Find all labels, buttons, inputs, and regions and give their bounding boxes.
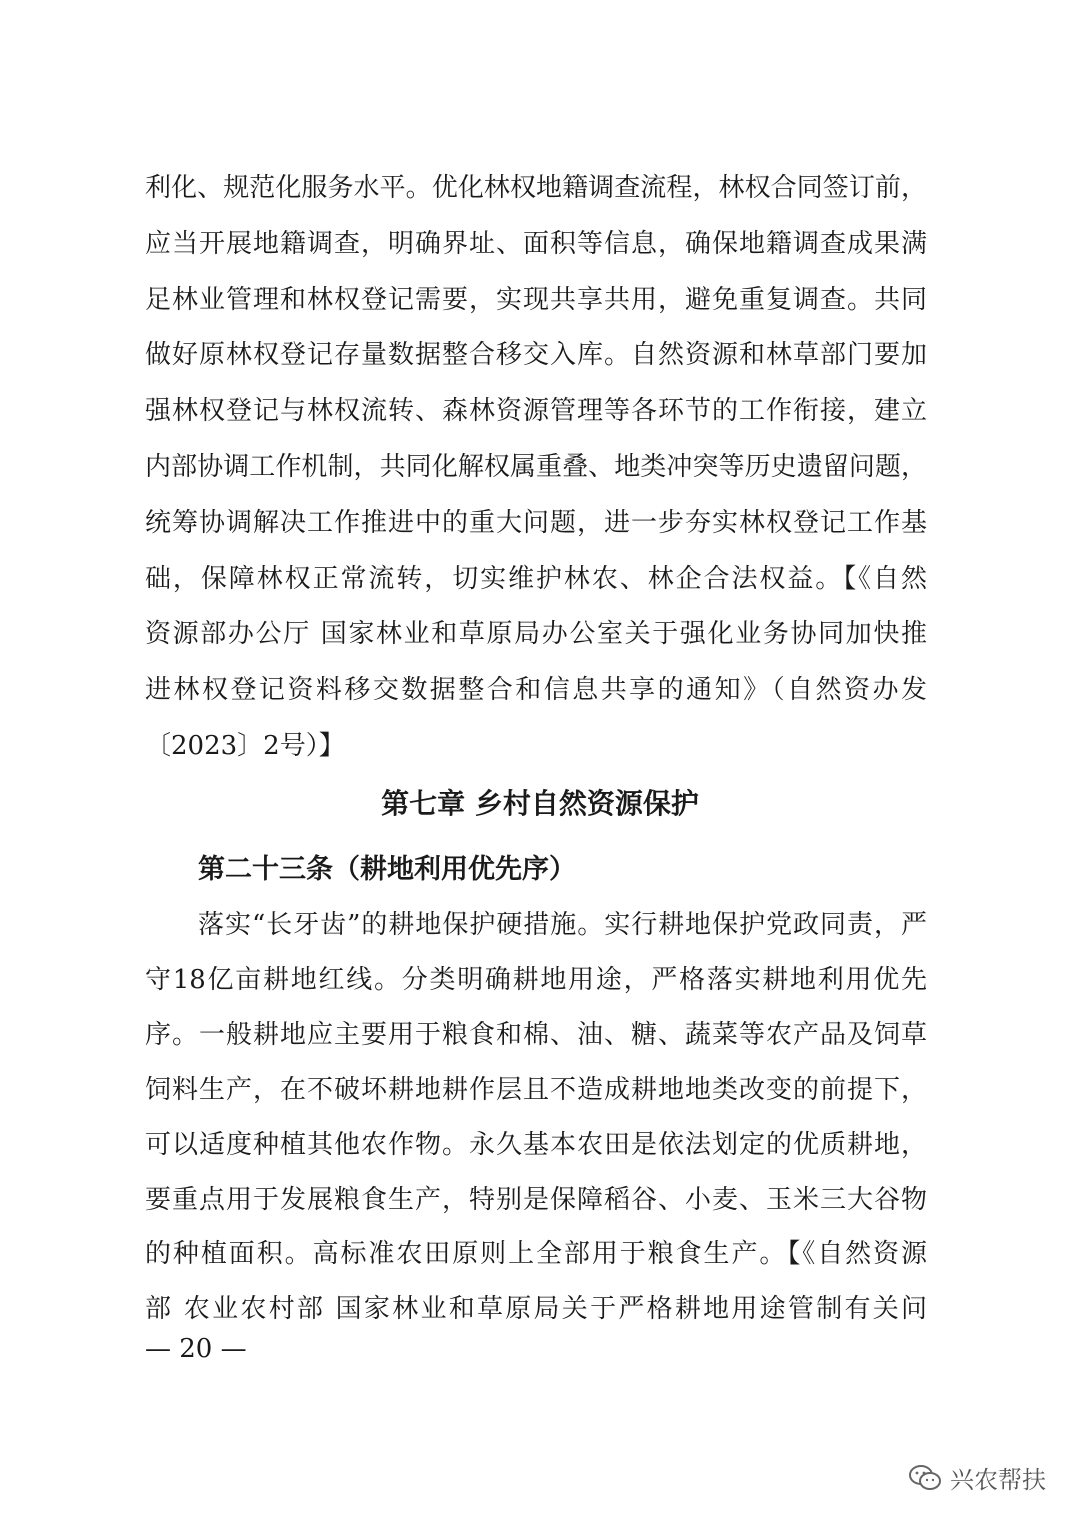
text-line: 础，保障林权正常流转，切实维护林农、林企合法权益。【《自然: [145, 563, 927, 594]
text-line: 〔2023〕2号）】: [145, 731, 345, 761]
text-line: 足林业管理和林权登记需要，实现共享共用，避免重复调查。共同: [145, 284, 927, 315]
chapter-title: 第七章 乡村自然资源保护: [381, 787, 699, 820]
text-line: 可以适度种植其他农作物。永久基本农田是依法划定的优质耕地，: [145, 1129, 927, 1160]
text-line: 资源部办公厅 国家林业和草原局办公室关于强化业务协同加快推: [145, 619, 927, 650]
watermark-text: 兴农帮扶: [950, 1466, 1046, 1494]
text-line: 利化、规范化服务水平。优化林权地籍调查流程，林权合同签订前，: [145, 173, 927, 203]
page-number: — 20 —: [145, 1334, 247, 1364]
text-line: 饲料生产，在不破坏耕地耕作层且不造成耕地地类改变的前提下，: [145, 1074, 927, 1105]
text-line: 的种植面积。高标准农田原则上全部用于粮食生产。【《自然资源: [145, 1239, 927, 1270]
text-line: 做好原林权登记存量数据整合移交入库。自然资源和林草部门要加: [145, 340, 927, 371]
text-line: 部 农业农村部 国家林业和草原局关于严格耕地用途管制有关问: [145, 1294, 927, 1325]
wechat-icon: [908, 1464, 942, 1492]
watermark: [908, 1460, 1046, 1495]
text-line: 进林权登记资料移交数据整合和信息共享的通知》（自然资办发: [145, 675, 927, 706]
article-title: 第二十三条（耕地利用优先序）: [198, 854, 576, 885]
text-line: 落实“长牙齿”的耕地保护硬措施。实行耕地保护党政同责，严: [198, 910, 927, 940]
text-line: 守18亿亩耕地红线。分类明确耕地用途，严格落实耕地利用优先: [145, 964, 927, 995]
text-line: 内部协调工作机制，共同化解权属重叠、地类冲突等历史遗留问题，: [145, 452, 927, 482]
text-line: 要重点用于发展粮食生产，特别是保障稻谷、小麦、玉米三大谷物: [145, 1184, 927, 1215]
text-line: 统筹协调解决工作推进中的重大问题，进一步夯实林权登记工作基: [145, 507, 927, 538]
text-line: 序。一般耕地应主要用于粮食和棉、油、糖、蔬菜等农产品及饲草: [145, 1019, 927, 1050]
text-line: 应当开展地籍调查，明确界址、面积等信息，确保地籍调查成果满: [145, 228, 927, 259]
text-line: 强林权登记与林权流转、森林资源管理等各环节的工作衔接，建立: [145, 396, 927, 427]
